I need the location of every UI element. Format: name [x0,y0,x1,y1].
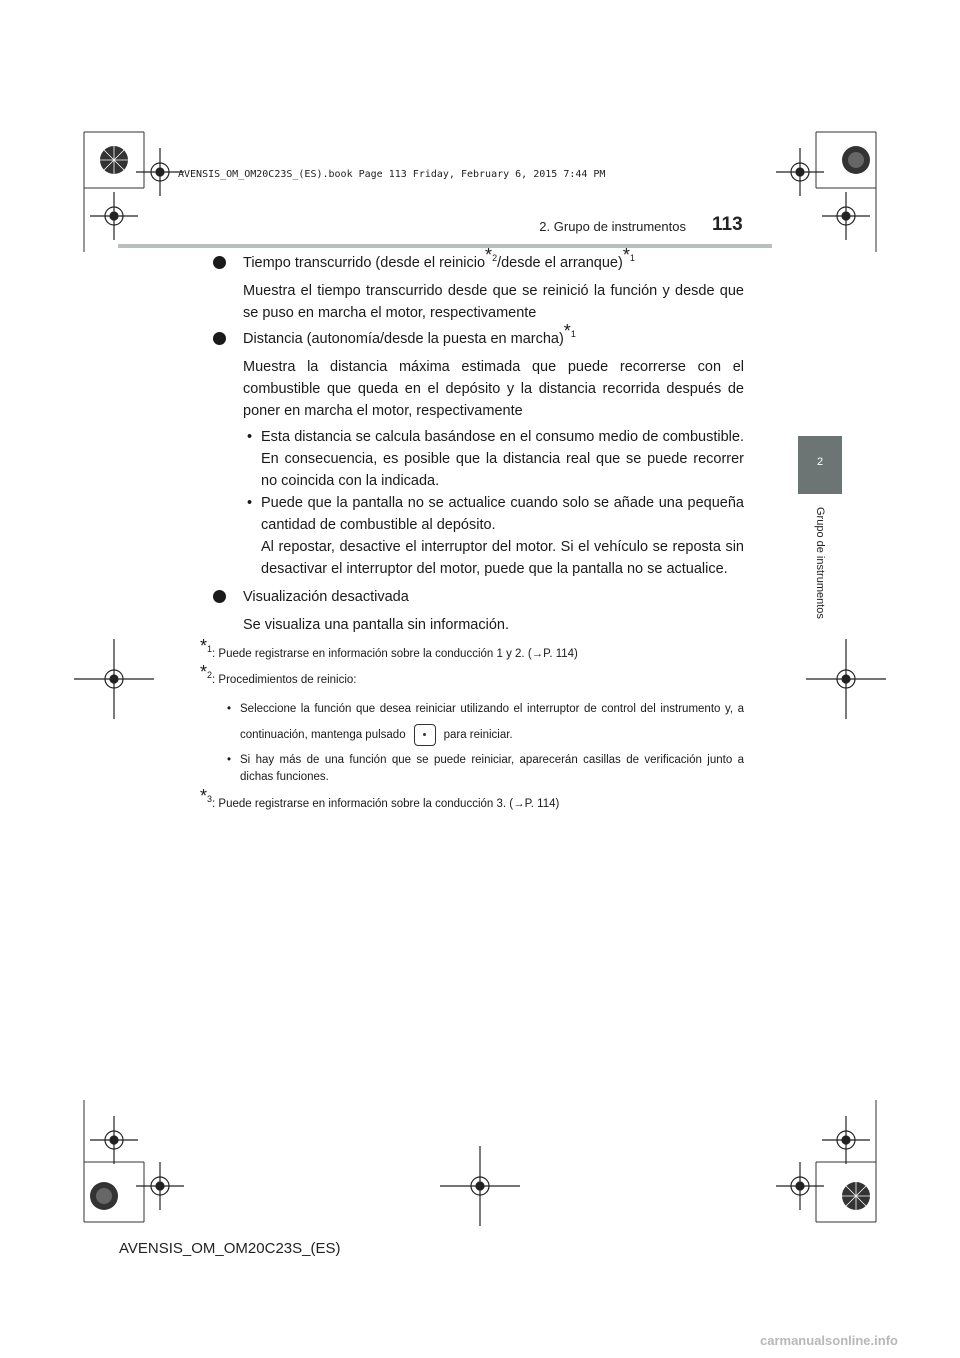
footnote-2: *$^2$: Procedimientos de reinicio: [200,662,357,686]
note: • Puede que la pantalla no se actualice cuando solo se añade una pequeña cantidad de combustible al depósito. [247,495,744,533]
section-title: 2. Grupo de instrumentos [539,219,686,234]
header-rule [118,244,772,248]
bullet-icon [213,332,226,345]
item-description: Muestra el tiempo transcurrido desde que se reinició la función y desde que se puso en marcha el motor, respectivamente [243,283,744,321]
list-item [213,245,744,274]
chapter-number: 2 [816,456,824,468]
item-description: Se visualiza una pantalla sin información. [243,617,509,633]
chapter-label: Grupo de instrumentos [814,507,826,619]
bullet-icon [213,590,226,603]
page-content [200,245,744,812]
page-number: 113 [712,214,743,235]
footnote-3: *$^3$: Puede registrarse en información sobre la conducción 3. (→P. 114) [200,786,560,810]
item-title: Tiempo transcurrido (desde el reinicio*$^2$/desde el arranque)*$^1$ [243,245,635,271]
item-title: Visualización desactivada [243,589,409,605]
book-info-line: AVENSIS_OM_OM20C23S_(ES).book Page 113 Friday, February 6, 2015 7:44 PM [178,169,606,180]
footnote-2-note: • Seleccione la función que desea reiniciar utilizando el interruptor de control del instrumento y, a continuación, mantenga pulsado para reiniciar. [200,696,744,748]
document-code: AVENSIS_OM_OM20C23S_(ES) [119,1240,341,1257]
footnote-2-note: • Si hay más de una función que se puede reiniciar, aparecerán casillas de verificación junto a dichas funciones. [227,754,744,783]
note: Al repostar, desactive el interruptor del motor. Si el vehículo se reposta sin desactivar el interruptor del motor, puede que la pantalla no se actualice. [261,539,744,577]
note: • Esta distancia se calcula basándose en el consumo medio de combustible. En consecuencia, es posible que la distancia real que se puede recorrer no coincida con la indicada. [247,429,744,489]
bullet-icon [213,256,226,269]
chapter-label-vertical [812,507,828,647]
footnotes [200,636,744,812]
list-item [213,586,744,608]
list-item [213,321,744,350]
trip-button-icon [414,724,436,746]
chapter-tab[interactable] [798,436,842,494]
item-description: Muestra la distancia máxima estimada que puede recorrerse con el combustible que queda en el depósito y la distancia recorrida después de poner en marcha el motor, respectivamente [243,359,744,419]
item-title: Distancia (autonomía/desde la puesta en marcha)*$^1$ [243,321,576,347]
watermark: carmanualsonline.info [760,1333,898,1348]
footnote-1: *$^1$: Puede registrarse en información sobre la conducción 1 y 2. (→P. 114) [200,636,578,660]
